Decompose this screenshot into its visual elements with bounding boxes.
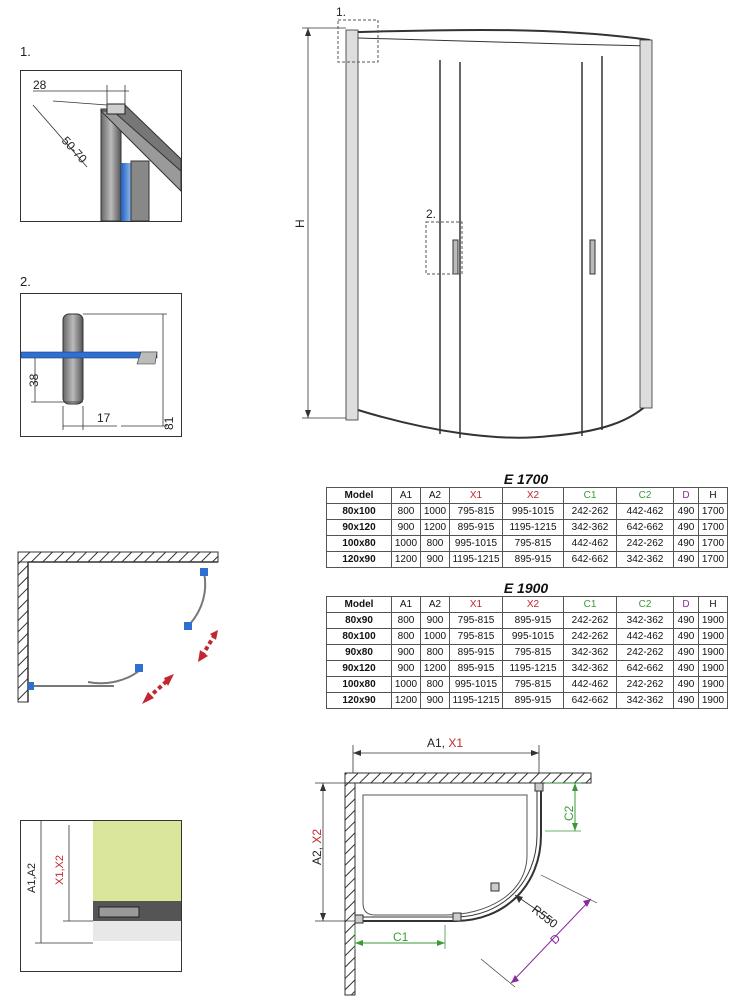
header-x2: X2	[503, 488, 564, 504]
table-row	[327, 677, 728, 693]
table-cell: 1700	[699, 536, 728, 552]
table-cell: 900	[421, 693, 450, 709]
main-enclosure-drawing	[290, 0, 670, 440]
table-cell: 795-815	[450, 504, 503, 520]
table-cell: 442-462	[564, 536, 617, 552]
plan-c2-label: C2	[562, 805, 576, 821]
table-row	[327, 552, 728, 568]
table-cell: 1700	[699, 520, 728, 536]
table-cell: 995-1015	[450, 677, 503, 693]
table-header-row	[327, 488, 728, 504]
table-cell: 1900	[699, 693, 728, 709]
table-cell: 642-662	[617, 661, 674, 677]
table-cell: 490	[674, 536, 699, 552]
plan-left-x: X2	[310, 828, 324, 844]
table-cell: 900	[421, 613, 450, 629]
plan-d-label: D	[547, 931, 564, 948]
table-cell: 242-262	[617, 536, 674, 552]
table-row	[327, 693, 728, 709]
detail-1-number: 1.	[20, 44, 31, 59]
detail-2-dim-81: 81	[162, 416, 176, 430]
table-cell: 1000	[392, 677, 421, 693]
table-cell: 1000	[421, 629, 450, 645]
header-c2: C2	[617, 488, 674, 504]
table-cell: 900	[392, 661, 421, 677]
table-cell: 895-915	[450, 661, 503, 677]
header-c1: C1	[564, 488, 617, 504]
table-cell: 1900	[699, 661, 728, 677]
table-row	[327, 613, 728, 629]
table-e1900-title: E 1900	[503, 580, 549, 596]
table-header-row	[327, 597, 728, 613]
table-cell: 800	[421, 677, 450, 693]
detail-1-dim-diag: 50-70	[58, 133, 90, 166]
side-detail-a-label: A1,A2	[26, 863, 38, 893]
table-cell: 242-262	[564, 629, 617, 645]
header-a2: A2	[421, 597, 450, 613]
header-x2: X2	[503, 597, 564, 613]
table-row	[327, 520, 728, 536]
table-cell: 795-815	[503, 677, 564, 693]
table-cell: 490	[674, 645, 699, 661]
table-cell: 1200	[421, 520, 450, 536]
header-model: Model	[327, 597, 392, 613]
plan-top-a: A1,	[427, 736, 449, 750]
table-cell: 490	[674, 613, 699, 629]
table-cell: 795-815	[503, 645, 564, 661]
table-cell: 490	[674, 504, 699, 520]
plan-top-label	[427, 736, 463, 750]
table-cell: 490	[674, 552, 699, 568]
table-cell: 1000	[421, 504, 450, 520]
table-cell: 1195-1215	[450, 693, 503, 709]
table-cell: 242-262	[564, 504, 617, 520]
table-cell: 795-815	[450, 629, 503, 645]
table-cell: 995-1015	[503, 504, 564, 520]
table-cell: 490	[674, 520, 699, 536]
table-cell: 442-462	[617, 504, 674, 520]
table-cell: 995-1015	[450, 536, 503, 552]
header-a1: A1	[392, 597, 421, 613]
header-a1: A1	[392, 488, 421, 504]
height-label-h: H	[293, 219, 307, 228]
table-cell: 800	[421, 536, 450, 552]
plan-top-x: X1	[448, 736, 464, 750]
table-cell: 1900	[699, 645, 728, 661]
detail-1-frame	[20, 70, 182, 222]
header-c2: C2	[617, 597, 674, 613]
header-c1: C1	[564, 597, 617, 613]
top-view-door-motion	[18, 552, 228, 712]
header-d: D	[674, 597, 699, 613]
table-cell: 342-362	[617, 613, 674, 629]
detail-2-dim-38: 38	[27, 373, 41, 387]
table-e1700-title: E 1700	[503, 471, 549, 487]
header-model: Model	[327, 488, 392, 504]
header-h: H	[699, 597, 728, 613]
side-detail-frame	[20, 820, 182, 972]
table-cell-model: 80x100	[327, 504, 392, 520]
table-cell: 342-362	[617, 552, 674, 568]
table-cell: 1200	[421, 661, 450, 677]
table-cell-model: 100x80	[327, 677, 392, 693]
table-cell: 895-915	[503, 613, 564, 629]
table-cell: 1900	[699, 629, 728, 645]
plan-radius-label: R550	[529, 902, 561, 932]
plan-left-label	[310, 829, 324, 865]
table-e1900	[326, 596, 728, 709]
callout-1: 1.	[336, 5, 347, 19]
table-cell: 342-362	[564, 520, 617, 536]
plan-left-a: A2,	[310, 843, 324, 865]
table-cell: 1195-1215	[503, 661, 564, 677]
table-cell: 1195-1215	[503, 520, 564, 536]
detail-1-dim-top: 28	[33, 78, 47, 92]
table-row	[327, 629, 728, 645]
table-cell: 242-262	[617, 677, 674, 693]
table-cell: 1195-1215	[450, 552, 503, 568]
table-cell: 800	[392, 629, 421, 645]
table-cell: 342-362	[564, 645, 617, 661]
header-x1: X1	[450, 488, 503, 504]
table-cell: 995-1015	[503, 629, 564, 645]
table-cell-model: 90x80	[327, 645, 392, 661]
table-cell: 1900	[699, 613, 728, 629]
table-cell: 242-262	[617, 645, 674, 661]
header-d: D	[674, 488, 699, 504]
table-cell: 900	[392, 645, 421, 661]
detail-2-dim-17: 17	[97, 411, 111, 425]
table-cell-model: 80x90	[327, 613, 392, 629]
table-row	[327, 536, 728, 552]
table-cell: 900	[392, 520, 421, 536]
detail-2-frame	[20, 293, 182, 437]
side-detail-x-label: X1,X2	[54, 855, 66, 885]
table-cell: 490	[674, 629, 699, 645]
table-row	[327, 661, 728, 677]
header-h: H	[699, 488, 728, 504]
table-row	[327, 645, 728, 661]
table-cell: 900	[421, 552, 450, 568]
table-cell: 1700	[699, 504, 728, 520]
table-cell: 795-815	[503, 536, 564, 552]
table-e1700	[326, 487, 728, 568]
table-cell: 1200	[392, 693, 421, 709]
table-cell: 1900	[699, 677, 728, 693]
plan-view-drawing	[305, 735, 605, 995]
table-cell: 895-915	[503, 693, 564, 709]
plan-c1-label: C1	[393, 930, 409, 944]
table-cell: 342-362	[617, 693, 674, 709]
table-cell: 795-815	[450, 613, 503, 629]
table-cell: 800	[392, 504, 421, 520]
table-cell-model: 100x80	[327, 536, 392, 552]
table-cell: 442-462	[617, 629, 674, 645]
table-cell: 442-462	[564, 677, 617, 693]
table-cell: 642-662	[617, 520, 674, 536]
table-cell: 800	[421, 645, 450, 661]
header-x1: X1	[450, 597, 503, 613]
table-cell-model: 90x120	[327, 661, 392, 677]
header-a2: A2	[421, 488, 450, 504]
table-cell: 800	[392, 613, 421, 629]
table-cell: 895-915	[450, 645, 503, 661]
table-cell-model: 90x120	[327, 520, 392, 536]
table-cell: 1700	[699, 552, 728, 568]
table-cell: 490	[674, 693, 699, 709]
table-cell: 895-915	[503, 552, 564, 568]
table-cell: 895-915	[450, 520, 503, 536]
table-cell: 490	[674, 677, 699, 693]
callout-2: 2.	[426, 207, 437, 221]
table-cell: 642-662	[564, 552, 617, 568]
table-row	[327, 504, 728, 520]
table-cell: 342-362	[564, 661, 617, 677]
table-cell: 642-662	[564, 693, 617, 709]
detail-2-number: 2.	[20, 274, 31, 289]
table-cell-model: 80x100	[327, 629, 392, 645]
table-cell: 1000	[392, 536, 421, 552]
table-cell-model: 120x90	[327, 693, 392, 709]
table-cell: 242-262	[564, 613, 617, 629]
table-cell: 490	[674, 661, 699, 677]
table-cell: 1200	[392, 552, 421, 568]
table-cell-model: 120x90	[327, 552, 392, 568]
